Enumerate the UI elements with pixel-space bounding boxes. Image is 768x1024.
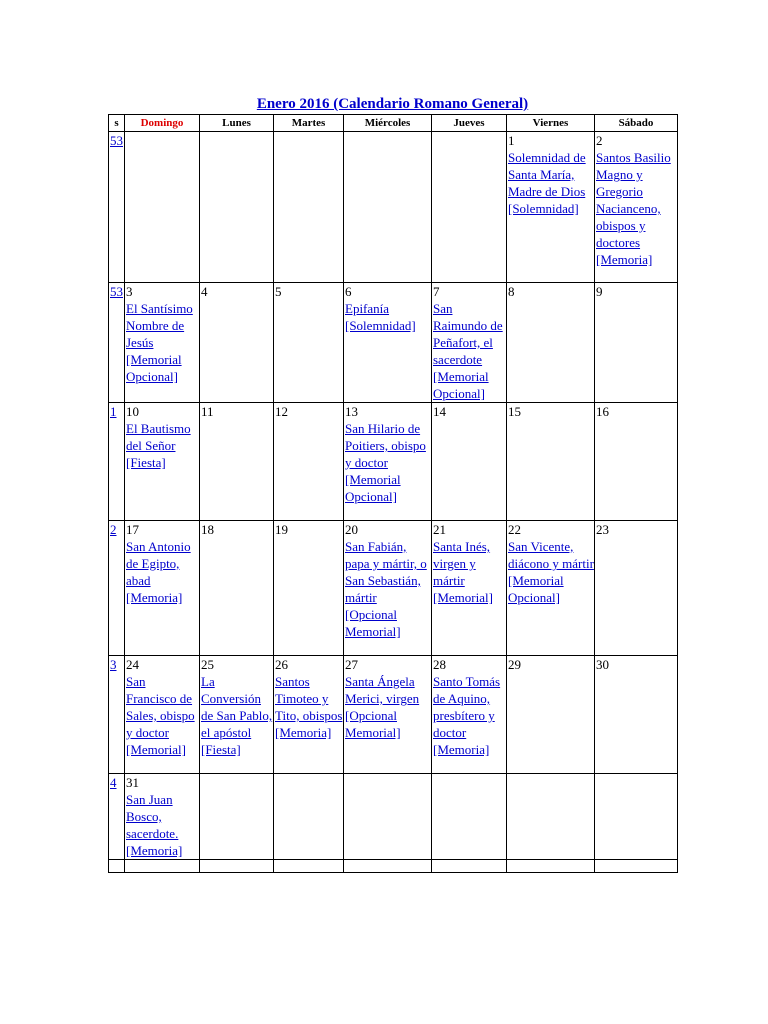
empty-cell [274, 860, 344, 873]
day-number: 24 [126, 657, 139, 672]
header-sabado: Sábado [595, 115, 678, 132]
day-cell [344, 283, 432, 403]
day-number: 29 [508, 657, 521, 672]
week-number-cell [109, 283, 125, 403]
header-miercoles: Miércoles [344, 115, 432, 132]
day-number: 6 [345, 284, 352, 299]
header-week: s [109, 115, 125, 132]
week-row [109, 521, 678, 656]
calendar-title[interactable]: Enero 2016 (Calendario Romano General) [256, 96, 529, 112]
week-row [109, 774, 678, 860]
day-number: 31 [126, 775, 139, 790]
day-cell [595, 656, 678, 774]
week-number-cell [109, 403, 125, 521]
day-number: 3 [126, 284, 133, 299]
feast-link[interactable]: El Bautismo del Señor [Fiesta] [126, 421, 191, 470]
day-cell [344, 132, 432, 283]
empty-cell [344, 860, 432, 873]
day-number: 15 [508, 404, 521, 419]
day-cell [507, 132, 595, 283]
day-number: 9 [596, 284, 603, 299]
header-jueves: Jueves [432, 115, 507, 132]
day-number: 1 [508, 133, 515, 148]
feast-link[interactable]: San Juan Bosco, sacerdote. [Memoria] [126, 792, 183, 858]
empty-cell [125, 860, 200, 873]
day-cell [432, 132, 507, 283]
day-cell [432, 403, 507, 521]
calendar-body [109, 132, 678, 873]
day-cell [432, 656, 507, 774]
day-cell [595, 521, 678, 656]
day-number: 17 [126, 522, 139, 537]
feast-link[interactable]: Solemnidad de Santa María, Madre de Dios [Solemnidad] [508, 150, 586, 216]
feast-link[interactable]: San Hilario de Poitiers, obispo y doctor [Memorial Opcional] [345, 421, 426, 504]
day-cell [274, 774, 344, 860]
feast-link[interactable]: San Francisco de Sales, obispo y doctor [Memorial] [126, 674, 195, 757]
feast-link[interactable]: San Fabián, papa y mártir, o San Sebastián, mártir [Opcional Memorial] [345, 539, 427, 639]
day-cell [344, 774, 432, 860]
week-row [109, 283, 678, 403]
week-number-cell [109, 132, 125, 283]
day-cell [595, 774, 678, 860]
day-number: 13 [345, 404, 358, 419]
day-number: 19 [275, 522, 288, 537]
header-lunes: Lunes [200, 115, 274, 132]
empty-cell [595, 860, 678, 873]
calendar-table [108, 114, 678, 873]
day-number: 25 [201, 657, 214, 672]
empty-row [109, 860, 678, 873]
day-cell [595, 283, 678, 403]
feast-link[interactable]: Santa Ángela Merici, virgen [Opcional Memorial] [345, 674, 420, 740]
day-cell [274, 132, 344, 283]
header-viernes: Viernes [507, 115, 595, 132]
day-number: 26 [275, 657, 288, 672]
empty-cell [109, 860, 125, 873]
week-number-link[interactable]: 2 [110, 522, 117, 537]
feast-link[interactable]: La Conversión de San Pablo, el apóstol [Fiesta] [201, 674, 273, 757]
feast-link[interactable]: Santos Basilio Magno y Gregorio Nacianceno, obispos y doctores [Memoria] [596, 150, 671, 267]
day-cell [200, 656, 274, 774]
week-number-link[interactable]: 53 [110, 133, 123, 148]
day-number: 5 [275, 284, 282, 299]
day-number: 4 [201, 284, 208, 299]
day-number: 22 [508, 522, 521, 537]
header-domingo: Domingo [125, 115, 200, 132]
day-cell [125, 403, 200, 521]
day-cell [507, 403, 595, 521]
day-cell [125, 521, 200, 656]
day-number: 23 [596, 522, 609, 537]
day-cell [507, 774, 595, 860]
day-cell [507, 283, 595, 403]
header-row [109, 115, 678, 132]
day-cell [125, 656, 200, 774]
day-cell [344, 656, 432, 774]
empty-cell [432, 860, 507, 873]
feast-link[interactable]: El Santísimo Nombre de Jesús [Memorial Opcional] [126, 301, 193, 384]
day-number: 20 [345, 522, 358, 537]
feast-link[interactable]: San Raimundo de Peñafort, el sacerdote [Memorial Opcional] [433, 301, 503, 401]
day-cell [200, 521, 274, 656]
week-number-cell [109, 774, 125, 860]
day-cell [274, 521, 344, 656]
day-number: 7 [433, 284, 440, 299]
day-number: 18 [201, 522, 214, 537]
day-number: 2 [596, 133, 603, 148]
week-number-link[interactable]: 53 [110, 284, 123, 299]
week-number-link[interactable]: 3 [110, 657, 117, 672]
day-number: 10 [126, 404, 139, 419]
day-cell [125, 132, 200, 283]
day-number: 27 [345, 657, 358, 672]
day-cell [200, 403, 274, 521]
empty-cell [200, 860, 274, 873]
week-number-cell [109, 656, 125, 774]
day-number: 8 [508, 284, 515, 299]
day-cell [507, 521, 595, 656]
day-cell [432, 774, 507, 860]
day-cell [274, 403, 344, 521]
header-martes: Martes [274, 115, 344, 132]
day-number: 14 [433, 404, 446, 419]
day-number: 28 [433, 657, 446, 672]
day-cell [595, 132, 678, 283]
day-cell [274, 656, 344, 774]
week-row [109, 403, 678, 521]
day-cell [344, 403, 432, 521]
day-cell [125, 774, 200, 860]
day-cell [432, 521, 507, 656]
feast-link[interactable]: Epifanía [Solemnidad] [345, 301, 416, 333]
feast-link[interactable]: San Antonio de Egipto, abad [Memoria] [126, 539, 191, 605]
day-cell [125, 283, 200, 403]
day-cell [432, 283, 507, 403]
day-number: 21 [433, 522, 446, 537]
week-number-link[interactable]: 4 [110, 775, 117, 790]
feast-link[interactable]: Santos Timoteo y Tito, obispos [Memoria] [275, 674, 343, 740]
empty-cell [507, 860, 595, 873]
day-cell [200, 283, 274, 403]
feast-link[interactable]: Santa Inés, virgen y mártir [Memorial] [433, 539, 493, 605]
day-number: 30 [596, 657, 609, 672]
day-cell [200, 774, 274, 860]
week-row [109, 132, 678, 283]
day-cell [274, 283, 344, 403]
day-cell [200, 132, 274, 283]
day-number: 12 [275, 404, 288, 419]
week-number-cell [109, 521, 125, 656]
feast-link[interactable]: San Vicente, diácono y mártir [Memorial Opcional] [508, 539, 594, 605]
week-number-link[interactable]: 1 [110, 404, 117, 419]
week-row [109, 656, 678, 774]
day-number: 11 [201, 404, 214, 419]
feast-link[interactable]: Santo Tomás de Aquino, presbítero y doctor [Memoria] [433, 674, 501, 757]
day-cell [507, 656, 595, 774]
day-cell [595, 403, 678, 521]
day-cell [344, 521, 432, 656]
day-number: 16 [596, 404, 609, 419]
